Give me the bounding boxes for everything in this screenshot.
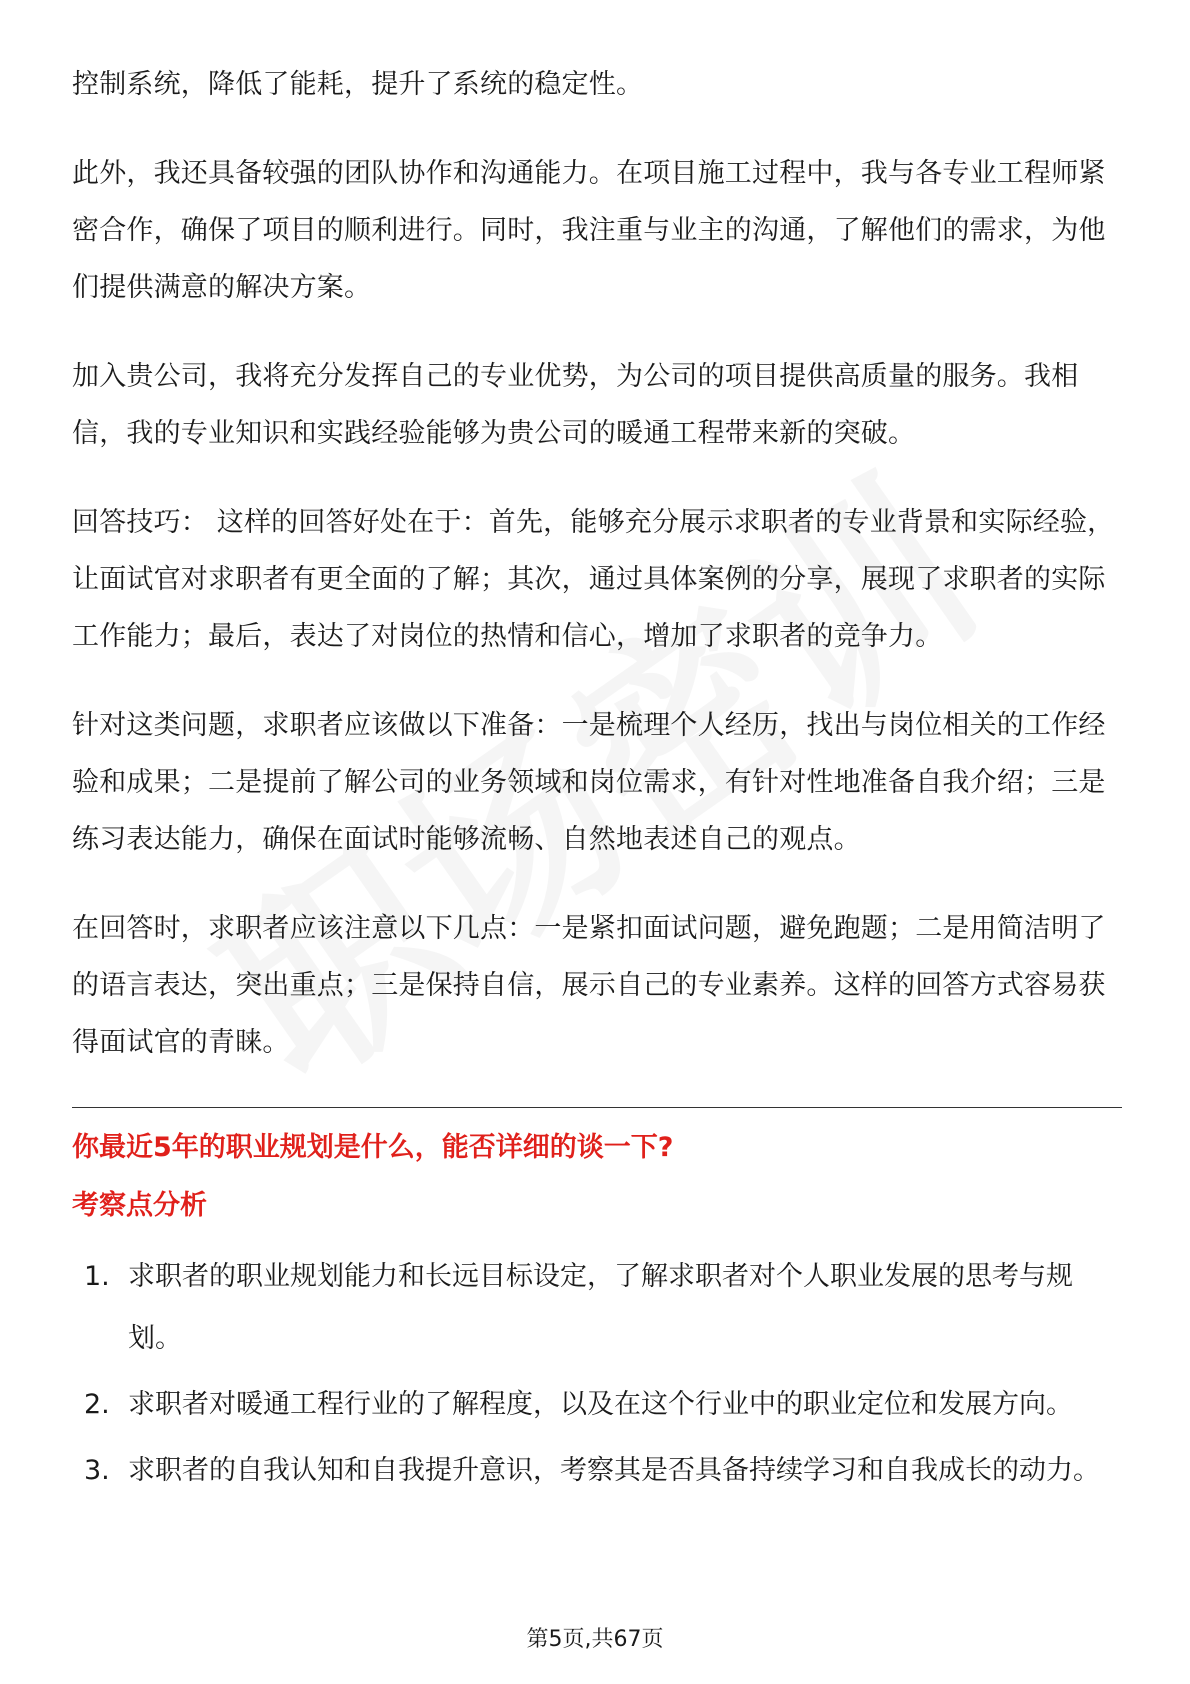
list-text: 求职者的自我认知和自我提升意识，考察其是否具备持续学习和自我成长的动力。	[128, 1455, 1100, 1486]
list-text: 求职者的职业规划能力和长远目标设定，了解求职者对个人职业发展的思考与规划。	[128, 1261, 1073, 1354]
paragraph: 针对这类问题，求职者应该做以下准备：一是梳理个人经历，找出与岗位相关的工作经验和成果；二是提前了解公司的业务领域和岗位需求，有针对性地准备自我介绍；三是练习表达能力，确保在面试时能够流畅、自然地表述自己的观点。	[72, 710, 1106, 855]
section-divider	[72, 1107, 1122, 1108]
paragraph: 此外，我还具备较强的团队协作和沟通能力。在项目施工过程中，我与各专业工程师紧密合作，确保了项目的顺利进行。同时，我注重与业主的沟通，了解他们的需求，为他们提供满意的解决方案。	[72, 158, 1106, 303]
list-text: 求职者对暖通工程行业的了解程度，以及在这个行业中的职业定位和发展方向。	[128, 1389, 1073, 1420]
list-number: 2.	[84, 1389, 110, 1420]
answer-tips-paragraph: 回答技巧： 这样的回答好处在于：首先，能够充分展示求职者的专业背景和实际经验，让面试官对求职者有更全面的了解；其次，通过具体案例的分享，展现了求职者的实际工作能力；最后，表达了对岗位的热情和信心，增加了求职者的竞争力。	[72, 507, 1115, 652]
list-item	[72, 1374, 1122, 1436]
analysis-heading: 考察点分析	[72, 1190, 207, 1221]
document-body	[72, 56, 1122, 1506]
list-number: 3.	[84, 1455, 110, 1486]
question-title: 你最近5年的职业规划是什么，能否详细的谈一下?	[72, 1132, 674, 1163]
list-item	[72, 1440, 1122, 1502]
paragraph: 加入贵公司，我将充分发挥自己的专业优势，为公司的项目提供高质量的服务。我相信，我的专业知识和实践经验能够为贵公司的暖通工程带来新的突破。	[72, 361, 1079, 449]
paragraph: 在回答时，求职者应该注意以下几点：一是紧扣面试问题，避免跑题；二是用简洁明了的语言表达，突出重点；三是保持自信，展示自己的专业素养。这样的回答方式容易获得面试官的青睐。	[72, 913, 1106, 1058]
paragraph: 控制系统，降低了能耗，提升了系统的稳定性。	[72, 69, 644, 100]
page-footer: 第5页,共67页	[526, 1627, 664, 1652]
list-number: 1.	[84, 1261, 110, 1292]
analysis-list	[72, 1246, 1122, 1502]
list-item	[72, 1246, 1122, 1370]
